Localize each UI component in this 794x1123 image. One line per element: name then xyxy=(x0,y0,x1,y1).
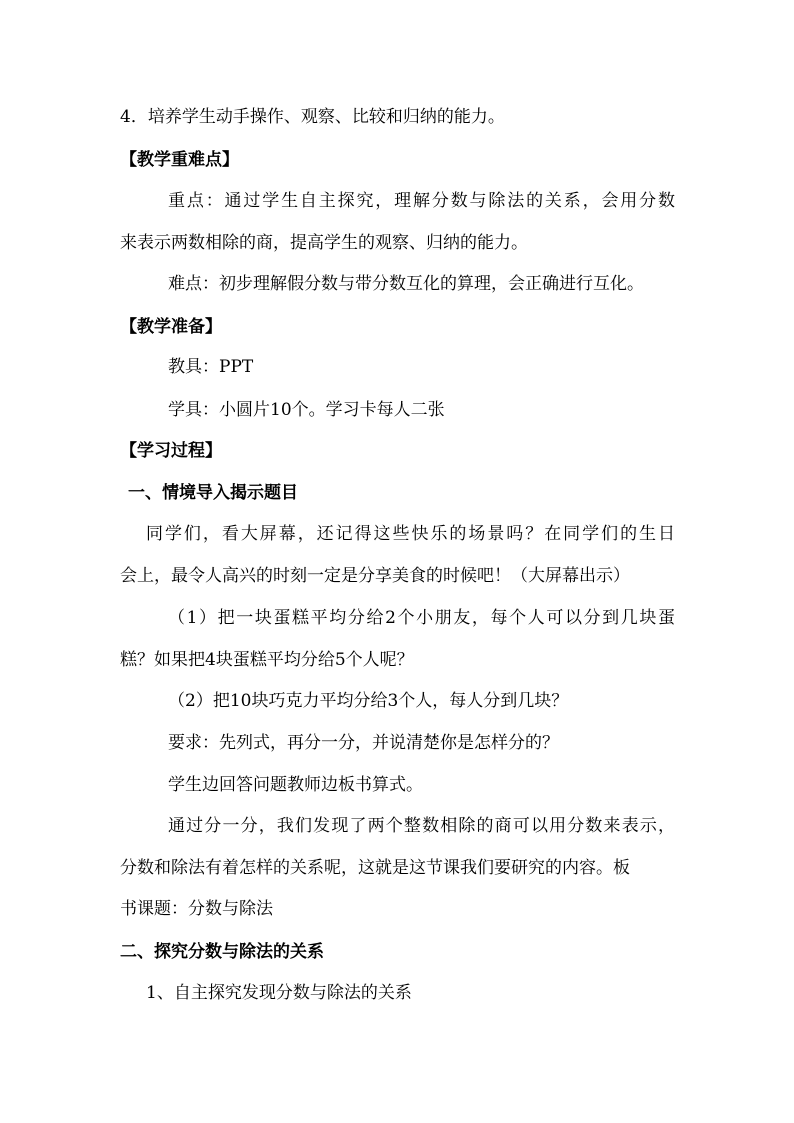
question-2: （2）把10块巧克力平均分给3个人，每人分到几块？ xyxy=(168,691,569,711)
section-heading-key-points: 【教学重难点】 xyxy=(120,150,239,170)
part-two-heading: 二、探究分数与除法的关系 xyxy=(120,942,324,962)
conclusion-line-2: 分数和除法有着怎样的关系呢，这就是这节课我们要研究的内容。板 xyxy=(120,858,630,878)
subsection-1-heading: 1、自主探究发现分数与除法的关系 xyxy=(146,983,412,1003)
section-heading-process: 【学习过程】 xyxy=(120,441,222,461)
part-one-heading: 一、情境导入揭示题目 xyxy=(128,483,298,503)
difficult-point: 难点：初步理解假分数与带分数互化的算理，会正确进行互化。 xyxy=(168,274,644,294)
question-1-line-2: 糕？如果把4块蛋糕平均分给5个人呢？ xyxy=(120,650,414,670)
intro-paragraph-line-1: 同学们，看大屏幕，还记得这些快乐的场景吗？在同学们的生日 xyxy=(146,524,675,544)
teaching-aids: 教具：PPT xyxy=(168,357,254,377)
intro-paragraph-line-2: 会上，最令人高兴的时刻一定是分享美食的时候吧！（大屏幕出示） xyxy=(120,566,630,586)
conclusion-line-3: 书课题：分数与除法 xyxy=(120,899,273,919)
conclusion-line-1: 通过分一分，我们发现了两个整数相除的商可以用分数来表示， xyxy=(168,816,675,836)
objective-4: 4．培养学生动手操作、观察、比较和归纳的能力。 xyxy=(120,107,505,127)
key-point-line-1: 重点：通过学生自主探究，理解分数与除法的关系，会用分数 xyxy=(168,191,675,211)
key-point-line-2: 来表示两数相除的商，提高学生的观察、归纳的能力。 xyxy=(120,233,528,253)
learning-aids: 学具：小圆片10个。学习卡每人二张 xyxy=(168,400,445,420)
section-heading-preparation: 【教学准备】 xyxy=(120,317,222,337)
requirement: 要求：先列式，再分一分，并说清楚你是怎样分的？ xyxy=(168,733,559,753)
board-writing-note: 学生边回答问题教师边板书算式。 xyxy=(168,775,423,795)
question-1-line-1: （1）把一块蛋糕平均分给2个小朋友，每个人可以分到几块蛋 xyxy=(168,608,675,628)
